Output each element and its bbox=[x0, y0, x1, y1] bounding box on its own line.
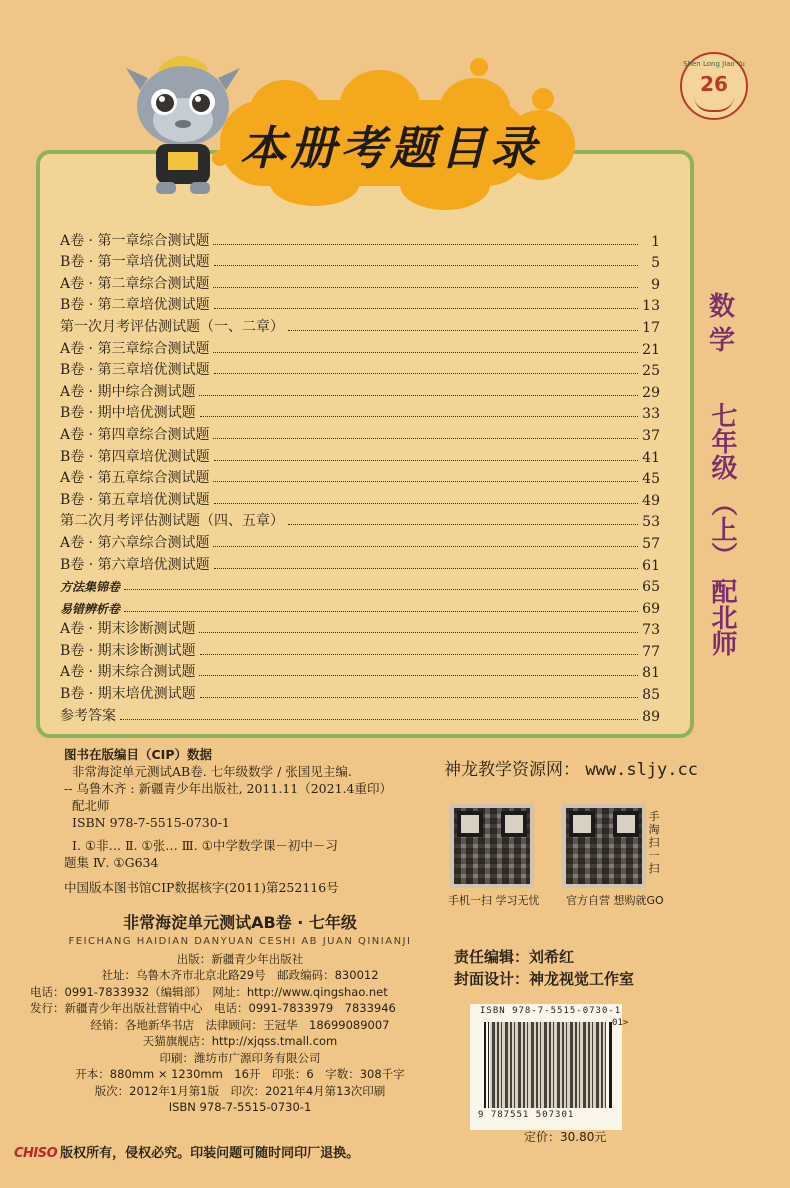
toc-row-label: A卷 · 期末诊断测试题 bbox=[60, 621, 196, 638]
toc-row-page: 81 bbox=[642, 665, 660, 682]
toc-row-page: 77 bbox=[642, 643, 660, 660]
toc-row bbox=[60, 314, 660, 336]
toc-row-page: 73 bbox=[642, 622, 660, 639]
toc-row-page: 29 bbox=[642, 384, 660, 401]
cip-line: 非常海淀单元测试AB卷. 七年级数学 / 张国见主编. bbox=[72, 764, 352, 779]
toc-row-page: 57 bbox=[642, 535, 660, 552]
seal-number: 26 bbox=[700, 72, 728, 96]
toc-row-leader bbox=[120, 718, 638, 720]
toc-row-label: B卷 · 第五章培优测试题 bbox=[60, 491, 210, 508]
side-term: （上） bbox=[707, 490, 737, 568]
toc-row-leader bbox=[213, 286, 638, 288]
toc-row-label: A卷 · 第四章综合测试题 bbox=[60, 426, 210, 443]
imprint-line: 发行：新疆青少年出版社营销中心 电话：0991-7833979 7833946 bbox=[30, 1001, 396, 1015]
cip-heading: 图书在版编目（CIP）数据 bbox=[64, 747, 212, 762]
toc-row-label: 第二次月考评估测试题（四、五章） bbox=[60, 513, 284, 530]
toc-row-leader bbox=[213, 437, 638, 439]
cip-line: 配北师 bbox=[72, 798, 110, 813]
toc-row bbox=[60, 358, 660, 380]
toc-row-page: 1 bbox=[651, 233, 660, 250]
toc-row bbox=[60, 530, 660, 552]
imprint-line: 印刷：潍坊市广源印务有限公司 bbox=[159, 1050, 321, 1065]
toc-row-page: 69 bbox=[642, 600, 660, 617]
site-label: 神龙教学资源网： bbox=[444, 760, 580, 780]
toc-row-leader bbox=[213, 243, 638, 245]
imprint-line: 社址：乌鲁木齐市北京北路29号 邮政编码：830012 bbox=[101, 968, 379, 982]
toc-row-leader bbox=[213, 545, 638, 547]
toc-row bbox=[60, 552, 660, 574]
imprint-line: ISBN 978-7-5515-0730-1 bbox=[168, 1100, 312, 1114]
toc-row bbox=[60, 574, 660, 596]
barcode-isbn: ISBN 978-7-5515-0730-1 bbox=[480, 1006, 622, 1016]
toc-row-page: 13 bbox=[642, 298, 660, 315]
imprint-line: 出版：新疆青少年出版社 bbox=[176, 951, 304, 966]
toc-row-leader bbox=[214, 459, 638, 461]
toc-row-leader bbox=[213, 480, 638, 482]
toc-row-label: B卷 · 第三章培优测试题 bbox=[60, 362, 210, 379]
toc-row bbox=[60, 681, 660, 703]
toc-row bbox=[60, 509, 660, 531]
toc-row-leader bbox=[213, 351, 638, 353]
toc-row bbox=[60, 466, 660, 488]
toc-row-label: B卷 · 期末诊断测试题 bbox=[60, 642, 196, 659]
toc-row bbox=[60, 401, 660, 423]
toc-row-leader bbox=[214, 372, 638, 374]
toc-row bbox=[60, 617, 660, 639]
toc-row-label: A卷 · 第六章综合测试题 bbox=[60, 534, 210, 551]
toc-row bbox=[60, 228, 660, 250]
cip-line: Ⅰ. ①非… Ⅱ. ①张… Ⅲ. ①中学数学课－初中－习 bbox=[72, 838, 338, 853]
toc-row-label: 参考答案 bbox=[60, 707, 116, 724]
site-url-link[interactable]: www.sljy.cc bbox=[585, 760, 698, 780]
taobao-scan-tag: 手淘扫一扫 bbox=[648, 810, 660, 875]
toc-row-label: A卷 · 第一章综合测试题 bbox=[60, 232, 210, 249]
toc-row bbox=[60, 703, 660, 725]
toc-row bbox=[60, 271, 660, 293]
toc-row bbox=[60, 379, 660, 401]
toc-row-page: 25 bbox=[642, 363, 660, 380]
toc-row-label: B卷 · 期末培优测试题 bbox=[60, 686, 196, 703]
toc-row-leader bbox=[214, 502, 638, 504]
toc-row-leader bbox=[214, 567, 638, 569]
toc-row-leader bbox=[288, 523, 638, 525]
toc-row-label: 第一次月考评估测试题（一、二章） bbox=[60, 318, 284, 335]
cip-block bbox=[64, 746, 394, 896]
editor-line: 责任编辑：刘希红 bbox=[454, 948, 575, 966]
toc-row-page: 21 bbox=[642, 341, 660, 358]
barcode-bars bbox=[484, 1022, 612, 1108]
toc-list bbox=[60, 228, 660, 725]
toc-row-label: 易错辨析卷 bbox=[60, 601, 121, 616]
toc-row-label: A卷 · 期中综合测试题 bbox=[60, 383, 196, 400]
toc-row bbox=[60, 638, 660, 660]
resource-site bbox=[444, 755, 698, 780]
toc-row-leader bbox=[124, 588, 638, 590]
toc-row-leader bbox=[124, 610, 638, 612]
toc-row bbox=[60, 250, 660, 272]
qr-right-caption: 官方自营 想购就GO bbox=[566, 894, 664, 907]
imprint-block bbox=[30, 912, 450, 1116]
seal-arc-text: Shen Long Jiao Yu bbox=[683, 60, 745, 68]
toc-row bbox=[60, 487, 660, 509]
barcode-addon: 01> bbox=[612, 1018, 629, 1028]
cip-line: ISBN 978-7-5515-0730-1 bbox=[72, 815, 230, 830]
toc-row-label: B卷 · 第二章培优测试题 bbox=[60, 297, 210, 314]
toc-row-page: 45 bbox=[642, 471, 660, 488]
toc-row-page: 53 bbox=[642, 514, 660, 531]
toc-row-leader bbox=[214, 264, 638, 266]
editor-credits bbox=[454, 946, 634, 990]
qr-left-caption: 手机一扫 学习无忧 bbox=[448, 894, 540, 907]
toc-row-page: 9 bbox=[651, 276, 660, 293]
book-pinyin: FEICHANG HAIDIAN DANYUAN CESHI AB JUAN QINIANJI bbox=[68, 936, 412, 947]
toc-row-label: B卷 · 第四章培优测试题 bbox=[60, 448, 210, 465]
seal-badge bbox=[680, 52, 748, 120]
imprint-line: 天猫旗舰店：http://xjqss.tmall.com bbox=[142, 1034, 338, 1048]
page-title: 本册考题目录 bbox=[240, 121, 540, 175]
imprint-line: 经销：各地新华书店 法律顾问：王冠华 18699089007 bbox=[90, 1017, 390, 1032]
dragon-mascot-illustration bbox=[118, 48, 248, 198]
side-label bbox=[702, 290, 742, 656]
imprint-line: 开本：880mm × 1230mm 16开 印张：6 字数：308千字 bbox=[75, 1067, 405, 1081]
toc-row-page: 37 bbox=[642, 427, 660, 444]
copyright-line bbox=[14, 1142, 359, 1161]
copyright-text: 版权所有，侵权必究。印装问题可随时同印厂退换。 bbox=[60, 1146, 360, 1161]
toc-row-page: 5 bbox=[651, 255, 660, 272]
side-grade: 七年级 bbox=[707, 402, 737, 480]
toc-row-page: 65 bbox=[642, 579, 660, 596]
toc-row-page: 41 bbox=[642, 449, 660, 466]
toc-row-page: 85 bbox=[642, 687, 660, 704]
toc-row-leader bbox=[200, 696, 638, 698]
cip-line: -- 乌鲁木齐 : 新疆青少年出版社, 2011.11（2021.4重印） bbox=[64, 781, 392, 796]
toc-row bbox=[60, 595, 660, 617]
imprint-line: 电话：0991-7833932（编辑部） 网址：http://www.qingshao.net bbox=[30, 984, 388, 999]
book-title: 非常海淀单元测试AB卷 · 七年级 bbox=[123, 913, 357, 932]
toc-row bbox=[60, 422, 660, 444]
toc-row-label: A卷 · 第五章综合测试题 bbox=[60, 470, 210, 487]
toc-row-label: B卷 · 第六章培优测试题 bbox=[60, 556, 210, 573]
toc-row-page: 49 bbox=[642, 492, 660, 509]
qr-code-right[interactable] bbox=[562, 804, 646, 888]
chiso-logo: CHISO bbox=[14, 1146, 58, 1161]
cip-line: 中国版本图书馆CIP数据核字(2011)第252116号 bbox=[64, 880, 339, 895]
toc-row-label: B卷 · 第一章培优测试题 bbox=[60, 254, 210, 271]
barcode-digits: 9 787551 507301 bbox=[478, 1110, 575, 1120]
toc-row-page: 17 bbox=[642, 319, 660, 336]
qr-code-left[interactable] bbox=[450, 804, 534, 888]
toc-row-page: 33 bbox=[642, 406, 660, 423]
toc-row-label: B卷 · 期中培优测试题 bbox=[60, 405, 196, 422]
side-edition: 配北师 bbox=[707, 578, 737, 656]
price-label: 定价：30.80元 bbox=[524, 1130, 607, 1144]
designer-line: 封面设计：神龙视觉工作室 bbox=[454, 970, 635, 988]
toc-row-leader bbox=[199, 674, 638, 676]
toc-row-leader bbox=[199, 631, 638, 633]
cip-line: 题集 Ⅳ. ①G634 bbox=[64, 855, 159, 870]
side-subject: 数学 bbox=[708, 292, 735, 356]
toc-row-leader bbox=[214, 307, 638, 309]
toc-row-page: 89 bbox=[642, 708, 660, 725]
toc-row-label: 方法集锦卷 bbox=[60, 580, 121, 595]
imprint-line: 版次：2012年1月第1版 印次：2021年4月第13次印刷 bbox=[94, 1083, 386, 1098]
toc-row bbox=[60, 336, 660, 358]
toc-row-page: 61 bbox=[642, 557, 660, 574]
seal-wing-decoration bbox=[694, 96, 734, 112]
toc-row-label: A卷 · 期末综合测试题 bbox=[60, 664, 196, 681]
toc-row-leader bbox=[200, 653, 638, 655]
toc-row bbox=[60, 444, 660, 466]
toc-row-leader bbox=[200, 415, 638, 417]
toc-row-label: A卷 · 第三章综合测试题 bbox=[60, 340, 210, 357]
toc-row bbox=[60, 293, 660, 315]
toc-row-leader bbox=[288, 329, 638, 331]
toc-row-leader bbox=[199, 394, 638, 396]
toc-row-label: A卷 · 第二章综合测试题 bbox=[60, 275, 210, 292]
toc-row bbox=[60, 660, 660, 682]
